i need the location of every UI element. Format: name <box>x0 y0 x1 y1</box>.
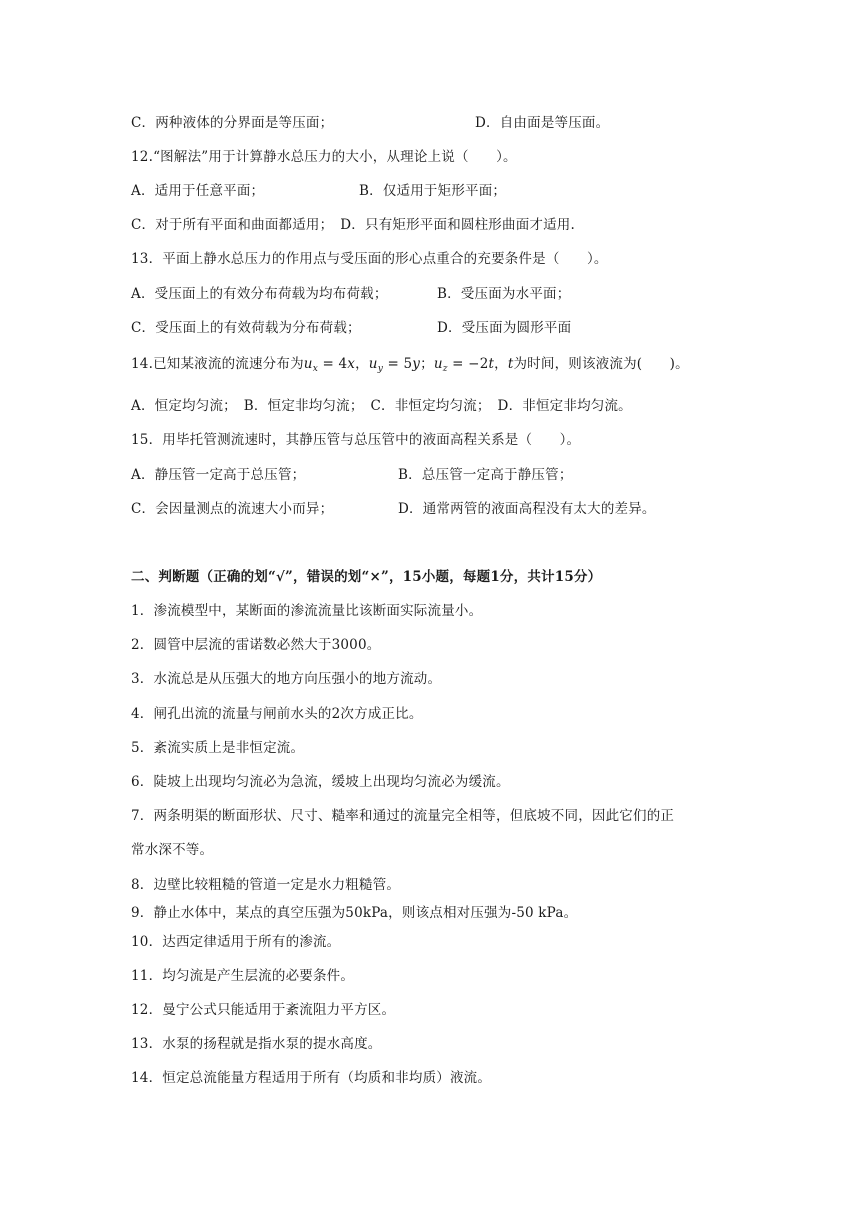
option-text: C．会因量测点的流速大小而异； <box>131 501 334 517</box>
option-text: C．受压面上的有效荷载为分布荷载； <box>131 320 361 336</box>
option-line <box>131 181 507 201</box>
option-text: A．恒定均匀流； B．恒定非均匀流； C．非恒定均匀流； D．非恒定非均匀流。 <box>131 398 632 414</box>
question-stem: 15．用毕托管测流速时，其静压管与总压管中的液面高程关系是（ ）。 <box>131 432 581 448</box>
tf-item: 7．两条明渠的断面形状、尺寸、糙率和通过的流量完全相等，但底坡不同，因此它们的正 <box>131 808 675 824</box>
tf-item: 6．陡坡上出现均匀流必为急流，缓坡上出现均匀流必为缓流。 <box>131 774 510 790</box>
tf-item: 12．曼宁公式只能适用于紊流阻力平方区。 <box>131 1002 396 1018</box>
question-stem: 12.“图解法”用于计算静水总压力的大小，从理论上说（ ）。 <box>131 149 517 165</box>
option-line <box>131 318 572 338</box>
tf-item: 1．渗流模型中，某断面的渗流流量比该断面实际流量小。 <box>131 603 483 619</box>
tf-item: 9．静止水体中，某点的真空压强为50kPa，则该点相对压强为-50 kPa。 <box>131 905 578 921</box>
section-heading: 二、判断题（正确的划“√”，错误的划“×”，15小题，每题1分，共计15分） <box>131 569 602 585</box>
option-text: A．适用于任意平面； <box>131 183 265 199</box>
option-text: A．受压面上的有效分布荷载为均布荷载； <box>131 286 388 302</box>
option-text: C．对于所有平面和曲面都适用； D．只有矩形平面和圆柱形曲面才适用. <box>131 217 575 233</box>
formula: $u_x = 4x$，$u_y = 5y$；$u_z = -2t$，t <box>303 356 514 374</box>
tf-item: 11．均匀流是产生层流的必要条件。 <box>131 968 355 984</box>
question-stem-formula: 14.已知某液流的流速分布为$u_x = 4x$，$u_y = 5y$；$u_z = -2t$，t为时间，则该液流为( )。 <box>131 356 689 374</box>
option-line <box>131 215 575 235</box>
tf-item: 3．水流总是从压强大的地方向压强小的地方流动。 <box>131 671 442 687</box>
option-text: B．受压面为水平面； <box>437 286 571 302</box>
option-text: B．仅适用于矩形平面； <box>359 183 507 199</box>
tf-item: 10．达西定律适用于所有的渗流。 <box>131 934 341 950</box>
question-stem: 13．平面上静水总压力的作用点与受压面的形心点重合的充要条件是（ ）。 <box>131 251 608 267</box>
tf-item: 8．边壁比较粗糙的管道一定是水力粗糙管。 <box>131 877 401 893</box>
tf-item: 2．圆管中层流的雷诺数必然大于3000。 <box>131 637 381 653</box>
option-text: C．两种液体的分界面是等压面； <box>131 115 334 131</box>
option-text: D．通常两管的液面高程没有太大的差异。 <box>398 501 656 517</box>
tf-item-continued: 常水深不等。 <box>131 842 214 858</box>
option-text: B．总压管一定高于静压管； <box>398 467 573 483</box>
option-line <box>131 465 573 485</box>
option-line <box>131 113 610 133</box>
option-line <box>131 284 571 304</box>
tf-item: 5．紊流实质上是非恒定流。 <box>131 740 305 756</box>
option-text: A．静压管一定高于总压管； <box>131 467 306 483</box>
option-text: D．受压面为圆形平面 <box>437 320 572 336</box>
tf-item: 4．闸孔出流的流量与闸前水头的2次方成正比。 <box>131 706 423 722</box>
option-line <box>131 396 632 416</box>
option-line <box>131 499 656 519</box>
tf-item: 14．恒定总流能量方程适用于所有（均质和非均质）液流。 <box>131 1070 492 1086</box>
option-text: D．自由面是等压面。 <box>475 115 610 131</box>
tf-item: 13．水泵的扬程就是指水泵的提水高度。 <box>131 1036 382 1052</box>
